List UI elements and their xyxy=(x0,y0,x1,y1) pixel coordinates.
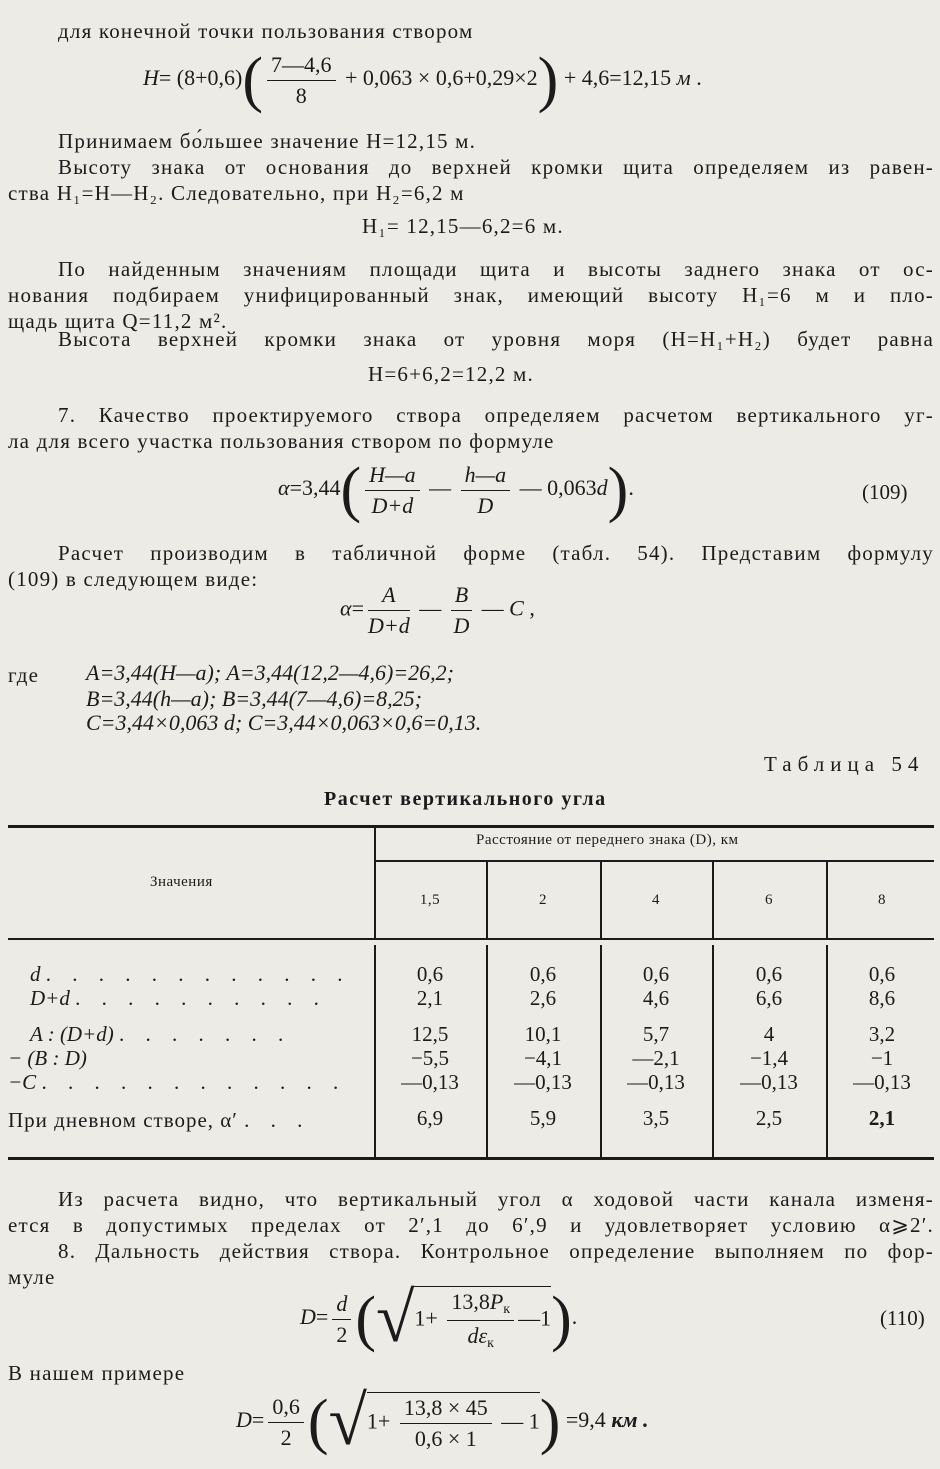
where-label: где xyxy=(8,663,40,687)
table-header-rule xyxy=(8,938,934,940)
paragraph-line: Высота верхней кромки знака от уровня моря (H=H₁+H₂) будет равна xyxy=(58,327,934,351)
table-vline xyxy=(826,861,828,939)
equation-110: D= $\frac{d}{2}$ (√1+ $\frac{13,8P_к}{d\varepsilon_к}$ —1). xyxy=(300,1280,578,1357)
definition-a: A=3,44(H—a); A=3,44(12,2—4,6)=26,2; xyxy=(86,660,454,685)
table-group-header: Расстояние от переднего знака (D), км xyxy=(476,832,739,848)
paragraph-line: нования подбираем унифицированный знак, имеющий высоту H₁=6 м и пло- xyxy=(8,283,934,307)
table-vline xyxy=(600,861,602,939)
table-row-label: d . . . . . . . . . . . . xyxy=(30,962,351,986)
paragraph-line: ется в допустимых пределах от 2′,1 до 6′,9 и удовлетворяет условию α⩾2′. xyxy=(8,1213,934,1237)
table-cell: —2,1 xyxy=(632,1046,680,1070)
table-cell: 0,6 xyxy=(868,962,896,986)
paragraph-line: 8. Дальность действия створа. Контрольное определение выполняем по фор- xyxy=(58,1239,934,1263)
definition-c: C=3,44×0,063 d; C=3,44×0,063×0,6=0,13. xyxy=(86,710,482,735)
table-cell: —0,13 xyxy=(514,1070,572,1094)
table-cell: 3,5 xyxy=(642,1106,670,1130)
table-col-header: Значения xyxy=(150,874,213,890)
table-cell: 2,1 xyxy=(868,1106,896,1130)
paragraph-line: для конечной точки пользования створом xyxy=(58,19,474,43)
table-cell: 2,1 xyxy=(416,986,444,1010)
equation-number: (109) xyxy=(862,480,908,504)
paragraph-line: По найденным значениям площади щита и высоты заднего знака от ос- xyxy=(58,257,934,281)
table-cell: 6,6 xyxy=(755,986,783,1010)
table-cell: 2,5 xyxy=(755,1106,783,1130)
table-vline xyxy=(374,945,376,1157)
table-cell: 2,6 xyxy=(529,986,557,1010)
paragraph-line: муле xyxy=(8,1265,56,1289)
table-group-rule xyxy=(374,860,934,862)
table-row-label: − (B : D) xyxy=(8,1046,87,1070)
table-row-label: A : (D+d) . . . . . . . xyxy=(30,1022,292,1046)
paragraph-line: ства H₁=H—H₂. Следовательно, при H₂=6,2 м xyxy=(8,181,465,205)
table-row-label: При дневном створе, α′ . . . xyxy=(8,1108,311,1132)
table-cell: 0,6 xyxy=(416,962,444,986)
table-distance-header: 4 xyxy=(652,892,660,908)
table-distance-header: 1,5 xyxy=(419,892,441,908)
equation-h-total: H=6+6,2=12,2 м. xyxy=(368,362,534,386)
equation-number: (110) xyxy=(880,1306,925,1330)
paragraph-line: Принимаем бо́льшее значение H=12,15 м. xyxy=(58,129,477,153)
table-vline xyxy=(374,827,376,939)
table-cell: 12,5 xyxy=(411,1022,449,1046)
table-vline xyxy=(712,861,714,939)
table-row-label: D+d . . . . . . . . . . xyxy=(30,986,327,1010)
table-cell: −1 xyxy=(870,1046,894,1070)
table-vline xyxy=(486,861,488,939)
table-cell: −4,1 xyxy=(523,1046,563,1070)
table-cell: 8,6 xyxy=(868,986,896,1010)
table-cell: 5,7 xyxy=(642,1022,670,1046)
paragraph-line: Из расчета видно, что вертикальный угол α ходовой части канала изменя- xyxy=(58,1187,934,1211)
paragraph-line: Высоту знака от основания до верхней кромки щита определяем из равен- xyxy=(58,155,934,179)
equation-final: D= $\frac{0,6}{2}$ (√1+ $\frac{13,8 \times 45}{0,6 \times 1}$ — 1) =9,4 км . xyxy=(236,1383,649,1460)
table-cell: 0,6 xyxy=(529,962,557,986)
table-cell: —0,13 xyxy=(853,1070,911,1094)
table-distance-header: 2 xyxy=(539,892,547,908)
equation-h1: H₁= 12,15—6,2=6 м. xyxy=(362,214,564,238)
table-top-rule xyxy=(8,825,934,828)
table-distance-header: 6 xyxy=(765,892,773,908)
table-distance-header: 8 xyxy=(878,892,886,908)
paragraph-line: ла для всего участка пользования створом по формуле xyxy=(8,429,555,453)
table-cell: 0,6 xyxy=(642,962,670,986)
table-cell: —0,13 xyxy=(740,1070,798,1094)
table-title: Расчет вертикального угла xyxy=(324,788,607,810)
table-cell: 3,2 xyxy=(868,1022,896,1046)
table-cell: 10,1 xyxy=(524,1022,562,1046)
table-vline xyxy=(826,945,828,1157)
paragraph-line: Расчет производим в табличной форме (табл. 54). Представим формулу xyxy=(58,541,934,565)
paragraph-line: (109) в следующем виде: xyxy=(8,567,259,591)
table-vline xyxy=(712,945,714,1157)
table-row-label: −C . . . . . . . . . . . . xyxy=(8,1070,347,1094)
table-cell: —0,13 xyxy=(401,1070,459,1094)
table-cell: 5,9 xyxy=(529,1106,557,1130)
table-cell: 6,9 xyxy=(416,1106,444,1130)
equation-109: α=3,44( $\frac{H—a}{D+d}$ — $\frac{h—a}{D}$ — 0,063d). xyxy=(278,456,634,524)
table-vline xyxy=(600,945,602,1157)
table-cell: 4,6 xyxy=(642,986,670,1010)
table-cell: —0,13 xyxy=(627,1070,685,1094)
table-cell: 0,6 xyxy=(755,962,783,986)
table-cell: −5,5 xyxy=(410,1046,450,1070)
table-vline xyxy=(486,945,488,1157)
paragraph-line: 7. Качество проектируемого створа определяем расчетом вертикального уг- xyxy=(58,403,934,427)
equation-simplified: α= $\frac{A}{D+d}$ — $\frac{B}{D}$ — C , xyxy=(340,582,535,638)
equation-h-end: H= (8+0,6)( $\frac{7—4,6}{8}$ + 0,063 × 0,6+0,29×2) + 4,6=12,15 м . xyxy=(143,46,702,114)
paragraph-line: щадь щита Q=11,2 м². xyxy=(8,309,228,333)
table-cell: −1,4 xyxy=(749,1046,789,1070)
table-bottom-rule xyxy=(8,1157,934,1160)
table-label: Таблица 54 xyxy=(764,752,925,776)
definition-b: B=3,44(h—a); B=3,44(7—4,6)=8,25; xyxy=(86,686,422,711)
table-cell: 4 xyxy=(763,1022,775,1046)
paragraph-line: В нашем примере xyxy=(8,1361,186,1385)
